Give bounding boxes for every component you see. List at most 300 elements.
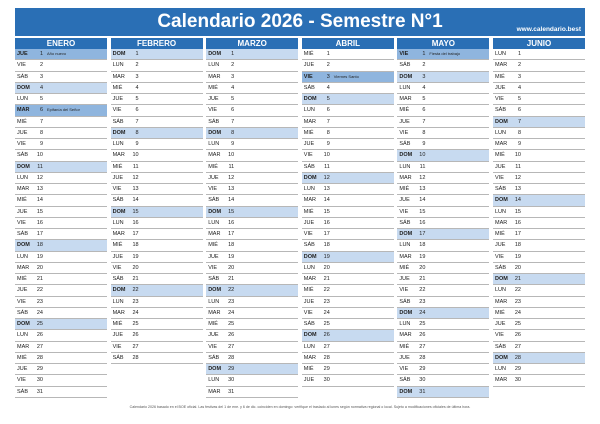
day-number: 8	[422, 129, 426, 136]
day-number: 16	[132, 219, 139, 226]
day-row	[397, 229, 489, 240]
weekday-label: LUN	[17, 96, 29, 102]
holiday-note: Viernes Santo	[333, 73, 359, 79]
day-number: 29	[228, 366, 235, 372]
day-row	[206, 117, 298, 128]
weekday-label: VIE	[303, 309, 313, 316]
weekday-label: MAR	[112, 309, 125, 316]
day-row	[206, 252, 298, 263]
day-number: 8	[517, 129, 521, 136]
day-number: 30	[36, 377, 43, 384]
day-number: 16	[36, 219, 43, 226]
day-row	[397, 308, 489, 319]
day-row	[397, 319, 489, 330]
weekday-label: LUN	[208, 377, 220, 384]
weekday-label: MAR	[399, 332, 412, 339]
day-row	[15, 274, 107, 285]
weekday-label: SÁB	[17, 388, 29, 395]
day-number: 3	[135, 73, 139, 80]
weekday-label: DOM	[495, 197, 508, 204]
month-column	[302, 38, 394, 387]
day-number: 22	[419, 287, 426, 294]
day-number: 13	[323, 186, 330, 192]
weekday-label: DOM	[112, 287, 126, 294]
month-header: JUNIO	[493, 38, 585, 49]
day-number: 16	[228, 219, 235, 226]
month-column	[493, 38, 585, 387]
day-number: 6	[517, 107, 521, 114]
weekday-label: DOM	[303, 253, 317, 260]
day-number: 22	[228, 287, 235, 294]
day-number: 6	[135, 107, 139, 114]
day-number: 5	[326, 96, 330, 102]
day-number: 23	[36, 298, 43, 305]
day-number: 18	[514, 242, 521, 249]
day-number: 17	[323, 231, 330, 237]
day-number: 16	[323, 219, 330, 226]
day-row	[397, 117, 489, 128]
weekday-label: SÁB	[303, 321, 315, 327]
day-row	[111, 308, 203, 319]
day-number: 16	[419, 219, 426, 226]
day-number: 25	[228, 321, 235, 327]
day-number: 21	[132, 276, 139, 282]
weekday-label: SÁB	[303, 163, 315, 170]
day-number: 24	[419, 309, 426, 316]
weekday-label: VIE	[399, 287, 409, 294]
day-row	[15, 319, 107, 330]
weekday-label: MAR	[495, 62, 508, 69]
day-row	[111, 139, 203, 150]
weekday-label: MIÉ	[112, 242, 123, 249]
day-row	[397, 173, 489, 184]
weekday-label: SÁB	[399, 219, 411, 226]
day-row	[111, 105, 203, 116]
day-row	[111, 263, 203, 274]
day-row	[302, 297, 394, 308]
day-number: 8	[39, 129, 43, 136]
day-number: 29	[419, 366, 426, 372]
day-row	[206, 218, 298, 229]
weekday-label: JUE	[303, 141, 315, 147]
day-row	[111, 240, 203, 251]
day-number: 23	[323, 298, 330, 305]
day-number: 11	[228, 163, 235, 170]
day-row	[397, 285, 489, 296]
day-row	[397, 150, 489, 161]
weekday-label: LUN	[303, 264, 315, 271]
day-row	[206, 308, 298, 319]
day-number: 23	[419, 298, 426, 305]
day-number: 27	[419, 343, 426, 350]
day-row	[111, 319, 203, 330]
day-number: 7	[326, 118, 330, 125]
day-number: 12	[419, 174, 426, 181]
weekday-label: VIE	[399, 208, 409, 215]
day-row	[206, 319, 298, 330]
day-row	[15, 162, 107, 173]
day-row	[397, 128, 489, 139]
weekday-label: DOM	[17, 84, 30, 91]
day-row	[493, 274, 585, 285]
weekday-label: MIÉ	[303, 51, 314, 57]
day-row	[493, 342, 585, 353]
day-number: 11	[324, 163, 330, 170]
day-row	[111, 353, 203, 364]
day-number: 28	[228, 354, 235, 361]
weekday-label: MAR	[399, 96, 412, 102]
day-row	[206, 364, 298, 375]
day-row	[15, 60, 107, 71]
weekday-label: VIE	[112, 186, 122, 192]
day-number: 3	[422, 73, 426, 80]
day-number: 14	[132, 197, 139, 204]
weekday-label: MIÉ	[208, 321, 218, 327]
day-row	[206, 83, 298, 94]
weekday-label: MIÉ	[112, 84, 123, 91]
day-number: 24	[228, 309, 235, 316]
day-row	[302, 319, 394, 330]
weekday-label: JUE	[303, 377, 315, 384]
day-number: 18	[228, 242, 235, 249]
day-row	[493, 162, 585, 173]
month-header: ENERO	[15, 38, 107, 49]
weekday-label: MIÉ	[112, 321, 123, 327]
weekday-label: JUE	[303, 62, 315, 69]
month-column	[397, 38, 489, 398]
day-row	[206, 240, 298, 251]
weekday-label: LUN	[303, 107, 315, 114]
weekday-label: JUE	[399, 354, 410, 361]
day-number: 26	[36, 332, 43, 339]
weekday-label: MIÉ	[17, 197, 27, 204]
holiday-note: Epifanía del Señor	[47, 107, 80, 113]
day-row	[15, 229, 107, 240]
weekday-label: JUE	[17, 51, 28, 57]
day-row	[302, 105, 394, 116]
day-number: 3	[326, 73, 330, 80]
day-number: 18	[132, 242, 139, 249]
weekday-label: MIÉ	[495, 73, 505, 80]
weekday-label: JUE	[17, 287, 28, 294]
weekday-label: VIE	[208, 186, 218, 192]
day-number: 8	[326, 129, 330, 136]
weekday-label: LUN	[17, 253, 29, 260]
weekday-label: MAR	[112, 231, 125, 237]
day-row	[302, 139, 394, 150]
day-row	[15, 94, 107, 105]
weekday-label: DOM	[112, 208, 126, 215]
weekday-label: JUE	[495, 242, 506, 249]
weekday-label: SÁB	[17, 309, 29, 316]
day-number: 20	[323, 264, 330, 271]
day-number: 6	[422, 107, 426, 114]
day-row	[397, 83, 489, 94]
weekday-label: VIE	[495, 174, 504, 181]
day-number: 31	[419, 388, 426, 395]
day-number: 5	[422, 96, 426, 102]
day-row	[206, 60, 298, 71]
weekday-label: VIE	[17, 377, 26, 384]
weekday-label: VIE	[399, 129, 409, 136]
day-row	[397, 195, 489, 206]
weekday-label: MAR	[495, 219, 508, 226]
day-row	[493, 72, 585, 83]
day-row	[302, 229, 394, 240]
day-row	[493, 297, 585, 308]
footer-note: Calendario 2026 basado en el BOE oficial. Las festivas del 1 de ene. y 6 de dic. coinciden en domingo: verifique el traslado al lunes según normativa regional o local. Sujeto a modificaciones oficiales de última hora.	[129, 405, 471, 409]
day-row	[206, 274, 298, 285]
day-row	[397, 105, 489, 116]
weekday-label: JUE	[112, 96, 123, 102]
day-number: 14	[419, 197, 426, 204]
day-number: 5	[135, 96, 139, 102]
weekday-label: DOM	[303, 96, 317, 102]
weekday-label: SÁB	[399, 298, 411, 305]
weekday-label: VIE	[112, 343, 122, 350]
weekday-label: VIE	[112, 264, 122, 271]
day-number: 1	[39, 51, 43, 57]
weekday-label: JUE	[208, 96, 219, 102]
day-row	[493, 60, 585, 71]
weekday-label: DOM	[303, 332, 317, 339]
day-number: 24	[36, 309, 43, 316]
day-row	[397, 60, 489, 71]
day-number: 24	[514, 309, 521, 316]
day-number: 13	[419, 186, 426, 192]
day-number: 12	[514, 174, 521, 181]
weekday-label: DOM	[112, 129, 126, 136]
weekday-label: VIE	[112, 107, 122, 114]
day-number: 19	[36, 253, 43, 260]
weekday-label: DOM	[495, 276, 508, 282]
day-row	[397, 218, 489, 229]
day-number: 2	[135, 62, 139, 69]
day-row	[111, 285, 203, 296]
weekday-label: MAR	[17, 343, 30, 350]
day-number: 5	[231, 96, 235, 102]
weekday-label: MAR	[17, 107, 30, 114]
day-row	[302, 252, 394, 263]
day-row	[493, 195, 585, 206]
day-row	[397, 72, 489, 83]
day-row	[397, 240, 489, 251]
day-number: 22	[132, 287, 139, 294]
day-row	[111, 229, 203, 240]
weekday-label: MAR	[399, 253, 412, 260]
day-number: 11	[37, 163, 43, 170]
weekday-label: LUN	[495, 287, 507, 294]
day-number: 20	[228, 264, 235, 271]
weekday-label: SÁB	[495, 343, 507, 350]
weekday-label: MIÉ	[303, 287, 314, 294]
day-row	[493, 240, 585, 251]
day-number: 28	[132, 354, 139, 361]
day-number: 17	[132, 231, 139, 237]
day-row	[302, 375, 394, 386]
day-number: 16	[514, 219, 521, 226]
weekday-label: MAR	[17, 264, 30, 271]
day-row	[206, 150, 298, 161]
day-row	[206, 49, 298, 60]
day-number: 4	[135, 84, 139, 91]
day-number: 27	[36, 343, 43, 350]
weekday-label: VIE	[303, 73, 313, 80]
day-number: 14	[514, 197, 521, 204]
weekday-label: MIÉ	[495, 231, 505, 237]
day-number: 4	[326, 84, 330, 91]
weekday-label: MIÉ	[208, 163, 218, 170]
weekday-label: SÁB	[208, 197, 220, 204]
weekday-label: JUE	[208, 253, 219, 260]
weekday-label: MAR	[303, 197, 317, 204]
day-number: 19	[419, 253, 426, 260]
day-number: 8	[231, 129, 235, 136]
day-row	[302, 364, 394, 375]
day-number: 22	[323, 287, 330, 294]
day-number: 29	[36, 366, 43, 372]
weekday-label: VIE	[208, 107, 218, 114]
day-number: 22	[514, 287, 521, 294]
weekday-label: MAR	[208, 388, 221, 395]
day-number: 15	[419, 208, 426, 215]
day-row	[493, 229, 585, 240]
day-row	[493, 207, 585, 218]
day-row	[111, 342, 203, 353]
day-row	[15, 128, 107, 139]
day-row	[111, 162, 203, 173]
day-number: 7	[422, 118, 426, 125]
day-row	[493, 83, 585, 94]
month-header: MARZO	[206, 38, 298, 49]
day-number: 21	[228, 276, 235, 282]
weekday-label: SÁB	[112, 276, 124, 282]
day-row	[397, 274, 489, 285]
weekday-label: LUN	[112, 141, 124, 147]
day-number: 3	[231, 73, 235, 80]
day-row	[111, 60, 203, 71]
day-number: 10	[419, 152, 426, 159]
day-row	[302, 240, 394, 251]
weekday-label: VIE	[495, 96, 504, 102]
weekday-label: DOM	[495, 354, 508, 361]
day-row	[15, 342, 107, 353]
day-number: 13	[132, 186, 139, 192]
day-row	[302, 207, 394, 218]
weekday-label: SÁB	[208, 276, 220, 282]
day-row	[397, 375, 489, 386]
day-row	[493, 263, 585, 274]
day-number: 25	[36, 321, 43, 327]
weekday-label: DOM	[303, 174, 317, 181]
day-number: 10	[323, 152, 330, 159]
day-number: 6	[231, 107, 235, 114]
day-number: 19	[228, 253, 235, 260]
weekday-label: LUN	[303, 343, 315, 350]
weekday-label: DOM	[17, 321, 30, 327]
day-number: 12	[132, 174, 139, 181]
day-row	[493, 364, 585, 375]
day-number: 10	[132, 152, 139, 159]
day-number: 11	[515, 163, 521, 170]
day-row	[302, 60, 394, 71]
day-number: 10	[36, 152, 43, 159]
weekday-label: DOM	[208, 208, 222, 215]
day-row	[206, 195, 298, 206]
day-row	[15, 330, 107, 341]
weekday-label: JUE	[112, 253, 123, 260]
day-number: 8	[135, 129, 139, 136]
day-number: 17	[36, 231, 43, 237]
day-number: 14	[36, 197, 43, 204]
day-row	[493, 218, 585, 229]
day-row	[111, 218, 203, 229]
day-number: 19	[132, 253, 139, 260]
day-row	[397, 263, 489, 274]
day-row	[493, 285, 585, 296]
weekday-label: MAR	[112, 152, 125, 159]
day-number: 31	[228, 388, 235, 395]
day-number: 23	[514, 298, 521, 305]
weekday-label: VIE	[17, 219, 26, 226]
day-number: 25	[514, 321, 521, 327]
day-number: 23	[228, 298, 235, 305]
day-row	[15, 173, 107, 184]
day-row	[302, 263, 394, 274]
day-number: 6	[326, 107, 330, 114]
day-number: 27	[514, 343, 521, 350]
day-number: 4	[231, 84, 235, 91]
day-row	[206, 94, 298, 105]
weekday-label: MIÉ	[495, 309, 505, 316]
day-number: 26	[514, 332, 521, 339]
weekday-label: MIÉ	[399, 186, 410, 192]
day-row	[493, 184, 585, 195]
day-row	[302, 342, 394, 353]
day-number: 2	[326, 62, 330, 69]
day-number: 29	[323, 366, 330, 372]
day-row	[206, 139, 298, 150]
weekday-label: MIÉ	[17, 118, 27, 125]
weekday-label: DOM	[399, 231, 413, 237]
weekday-label: JUE	[495, 163, 506, 170]
day-row	[397, 252, 489, 263]
weekday-label: MIÉ	[17, 276, 27, 282]
weekday-label: LUN	[112, 298, 124, 305]
page-title: Calendario 2026 - Semestre N°1	[157, 11, 443, 32]
day-number: 15	[36, 208, 43, 215]
weekday-label: JUE	[17, 129, 28, 136]
day-number: 7	[39, 118, 43, 125]
weekday-label: VIE	[399, 51, 409, 57]
day-row	[302, 83, 394, 94]
day-number: 7	[135, 118, 139, 125]
weekday-label: SÁB	[399, 377, 411, 384]
day-number: 14	[228, 197, 235, 204]
day-row	[206, 207, 298, 218]
weekday-label: LUN	[208, 219, 220, 226]
day-number: 26	[132, 332, 139, 339]
day-row	[111, 83, 203, 94]
weekday-label: MAR	[303, 354, 317, 361]
weekday-label: JUE	[208, 332, 219, 339]
weekday-label: JUE	[399, 276, 410, 282]
day-row	[15, 184, 107, 195]
day-row	[206, 285, 298, 296]
day-number: 4	[517, 84, 521, 91]
holiday-note: Año nuevo	[47, 51, 67, 56]
day-number: 21	[323, 276, 330, 282]
